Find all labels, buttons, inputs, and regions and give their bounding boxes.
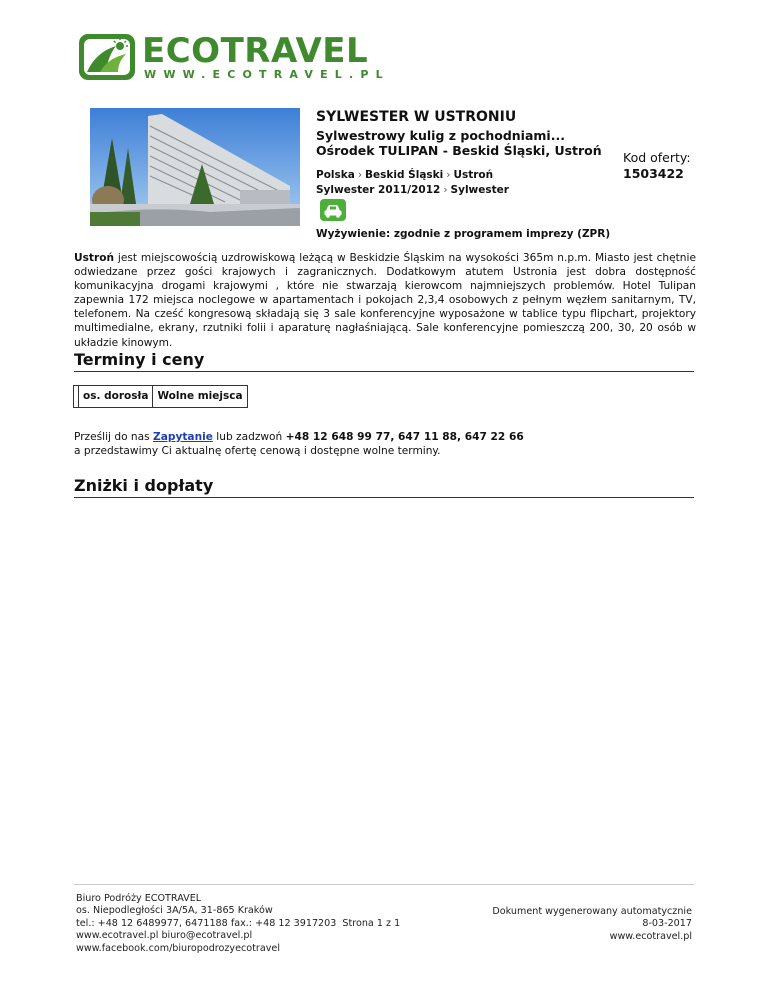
breadcrumb-item-region[interactable]: Beskid Śląski xyxy=(365,169,444,181)
description-town: Ustroń xyxy=(74,252,115,264)
prices-header-availability: Wolne miejsca xyxy=(153,386,247,408)
footer-divider xyxy=(74,884,694,885)
footer-page-number: Strona 1 z 1 xyxy=(342,917,401,929)
breadcrumb-item-country[interactable]: Polska xyxy=(316,169,355,181)
logo-wordmark: ECOTRAVEL xyxy=(142,31,369,71)
offer-hotel-location: Ośrodek TULIPAN - Beskid Śląski, Ustroń xyxy=(316,143,602,158)
footer-website[interactable]: www.ecotravel.pl xyxy=(609,930,692,942)
hotel-photo xyxy=(90,108,300,226)
footer-phones: tel.: +48 12 6489977, 6471188 fax.: +48 12 3917203 xyxy=(76,917,337,929)
car-icon xyxy=(320,199,346,221)
meal-info: Wyżywienie: zgodnie z programem imprezy (ZPR) xyxy=(316,228,611,240)
footer-generated-note: Dokument wygenerowany automatycznie xyxy=(492,906,692,917)
inquiry-link[interactable]: Zapytanie xyxy=(153,431,213,443)
breadcrumb-separator: › xyxy=(446,169,451,181)
footer-facebook[interactable]: www.facebook.com/biuropodrozyecotravel xyxy=(76,942,280,954)
ecotravel-logo[interactable] xyxy=(78,31,390,86)
footer-phones-row xyxy=(76,918,400,930)
contact-line xyxy=(74,430,524,444)
footer-company-info xyxy=(76,893,400,955)
offer-code-value: 1503422 xyxy=(623,166,684,181)
footer-company-name: Biuro Podróży ECOTRAVEL xyxy=(76,893,202,904)
footer-date: 8-03-2017 xyxy=(642,918,692,930)
category-breadcrumb xyxy=(316,183,509,197)
offer-code-label: Kod oferty: xyxy=(623,150,691,165)
prices-header-adult: os. dorosła xyxy=(79,386,153,408)
section-heading-znizki: Zniżki i dopłaty xyxy=(74,476,694,498)
offer-subtitle: Sylwestrowy kulig z pochodniami... xyxy=(316,128,565,143)
logo-emblem-icon xyxy=(78,32,136,82)
contact-phones: +48 12 648 99 77, 647 11 88, 647 22 66 xyxy=(285,431,524,443)
contact-note: a przedstawimy Ci aktualnę ofertę cenową i dostępne wolne terminy. xyxy=(74,445,441,457)
breadcrumb-item-town[interactable]: Ustroń xyxy=(453,169,494,181)
breadcrumb xyxy=(316,168,493,182)
breadcrumb-separator: › xyxy=(443,184,448,196)
breadcrumb-item-category[interactable]: Sylwester xyxy=(450,184,509,196)
offer-description xyxy=(74,251,696,350)
footer-address: os. Niepodległości 3A/5A, 31-865 Kraków xyxy=(76,905,273,917)
logo-url: WWW.ECOTRAVEL.PL xyxy=(144,68,390,81)
section-heading-terminy: Terminy i ceny xyxy=(74,350,694,372)
contact-prefix: Prześlij do nas xyxy=(74,431,154,443)
description-text: jest miejscowością uzdrowiskową leżącą w Beskidzie Śląskim na wysokości 365m n.p.m. Miasto jest chętnie odwiedzane przez gości krajowych i zagranicznych. Dodatkowym atutem Ustronia jest dobra dostępność komunikacyjna drogami krajowymi , które nie stwarzają kierowcom najmniejszych problemów. Hotel Tulipan zapewnia 172 miejsca noclegowe w apartamentach i pokojach 2,3,4 osobowych z pełnym węzłem sanitarnym, TV, telefonem. Na cześć kongresową składają się 3 sale konferencyjne wyposażone w tablice typu flipchart, projektory multimedialne, ekrany, rzutniki folii i aparaturę nagłaśniającą. Sale konferencyjne pomieszczą 200, 30, 20 osób w układzie kinowym. xyxy=(74,252,696,349)
breadcrumb-item-season[interactable]: Sylwester 2011/2012 xyxy=(316,184,441,196)
footer-generated-info xyxy=(492,906,692,943)
contact-middle: lub zadzwoń xyxy=(212,431,286,443)
prices-table xyxy=(73,385,248,408)
offer-title: SYLWESTER W USTRONIU xyxy=(316,109,517,125)
breadcrumb-separator: › xyxy=(357,169,363,181)
footer-web-email[interactable]: www.ecotravel.pl biuro@ecotravel.pl xyxy=(76,930,253,942)
